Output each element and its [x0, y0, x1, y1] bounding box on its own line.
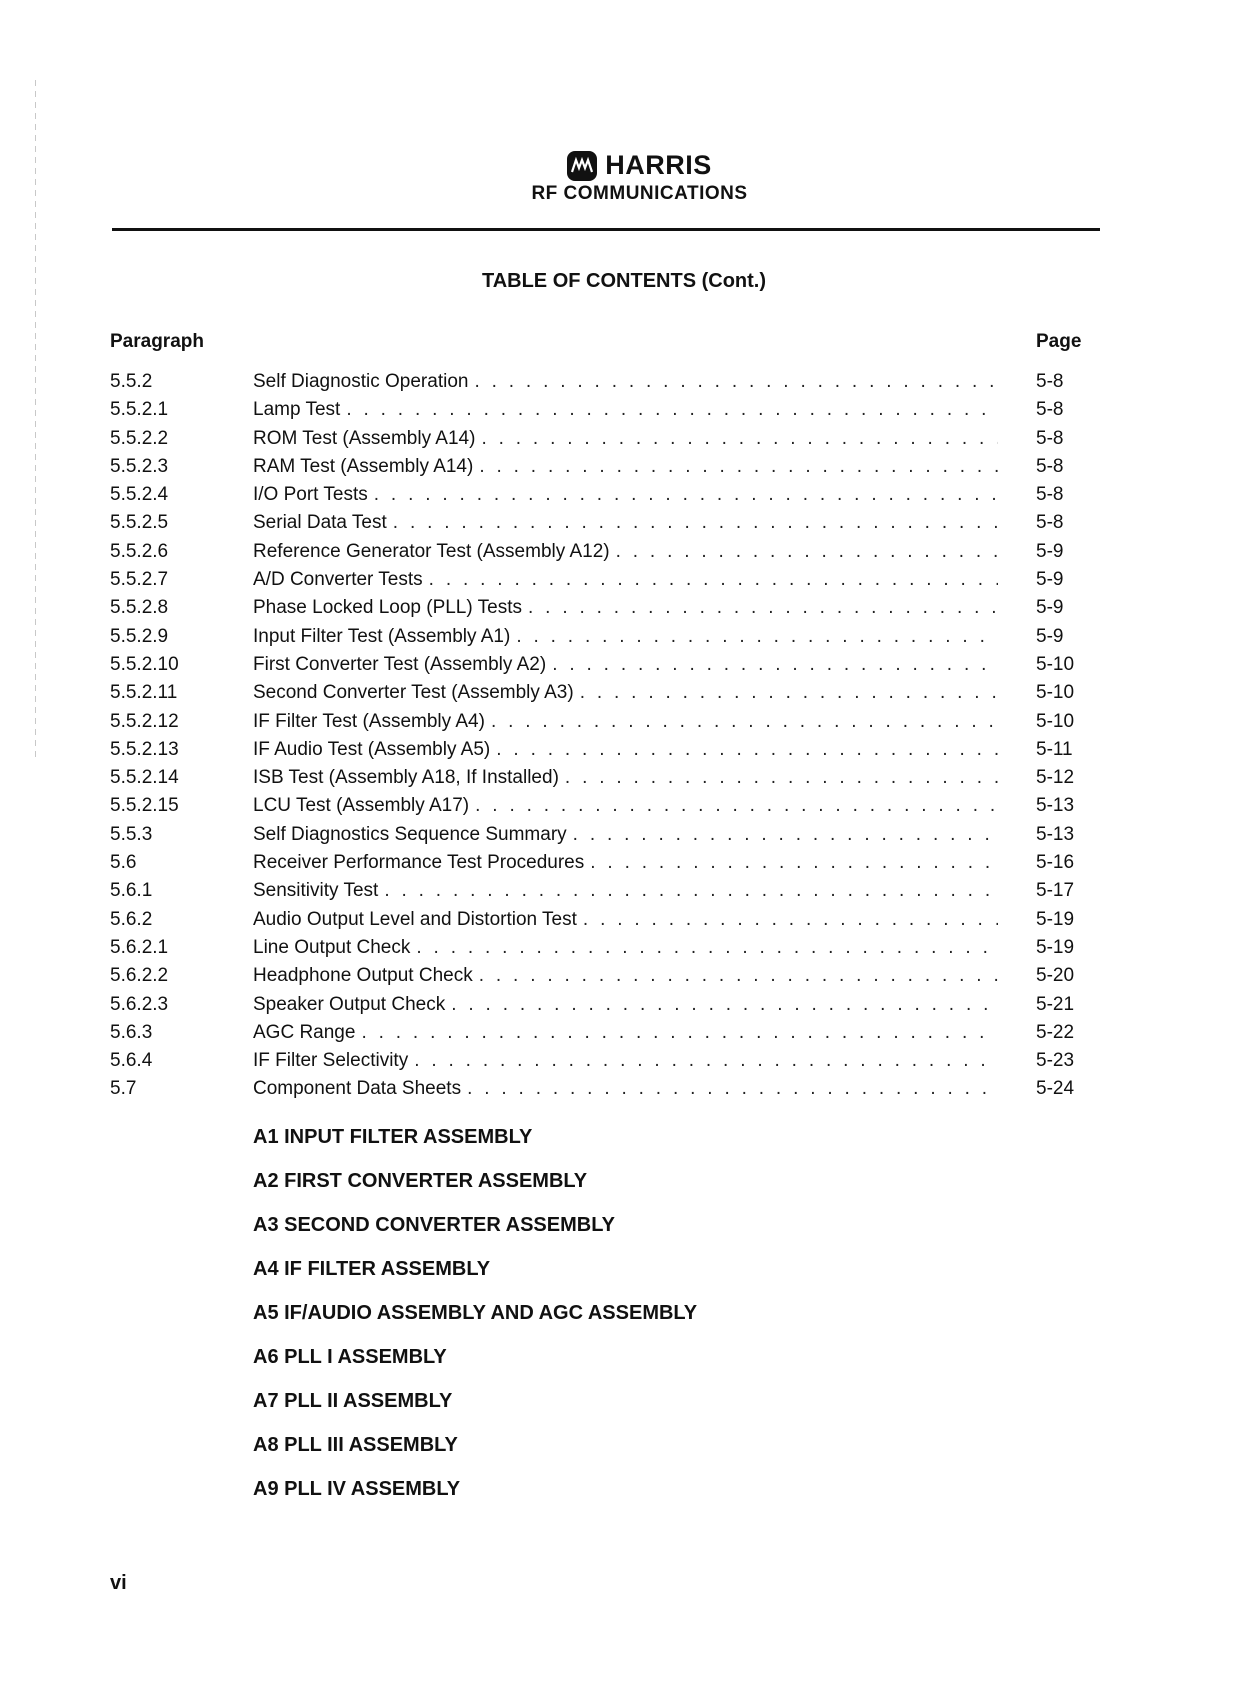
toc-page-number: 5-16	[1036, 852, 1075, 874]
toc-entry-title: ISB Test (Assembly A18, If Installed)	[253, 767, 559, 789]
toc-entry	[253, 481, 998, 509]
toc-entry	[253, 792, 998, 820]
toc-page-number: 5-23	[1036, 1050, 1075, 1072]
toc-entry	[253, 538, 998, 566]
page-title-text: TABLE OF CONTENTS (Cont.)	[481, 270, 767, 292]
toc-row	[0, 877, 1244, 905]
dot-leader	[384, 877, 998, 905]
toc-entry-title: RAM Test (Assembly A14)	[253, 455, 474, 477]
toc-paragraph-number: 5.5.2.11	[110, 682, 178, 704]
toc-row	[0, 481, 1244, 509]
toc-paragraph-number: 5.6.2	[110, 908, 153, 930]
toc-row	[0, 368, 1244, 396]
toc-paragraph-number: 5.6.2.3	[110, 993, 169, 1015]
toc-paragraph-number: 5.5.2.5	[110, 512, 169, 534]
toc-paragraph-number: 5.6.2.1	[110, 936, 169, 958]
toc-row	[0, 1047, 1244, 1075]
toc-row	[0, 425, 1244, 453]
toc-entry-title: AGC Range	[253, 1021, 356, 1043]
brand-name: HARRIS	[605, 150, 712, 180]
toc-entry	[253, 594, 998, 622]
toc-page-number: 5-8	[1036, 399, 1064, 421]
dot-leader	[416, 934, 998, 962]
toc-page-number: 5-9	[1036, 597, 1064, 619]
toc-paragraph-number: 5.6	[110, 852, 137, 874]
assembly-heading: A9 PLL IV ASSEMBLY	[253, 1478, 461, 1500]
toc-entry-title: LCU Test (Assembly A17)	[253, 795, 470, 817]
dot-leader	[414, 1047, 998, 1075]
toc-entry-title: Self Diagnostics Sequence Summary	[253, 823, 567, 845]
toc-entry-title: Component Data Sheets	[253, 1078, 462, 1100]
toc-page-number: 5-20	[1036, 965, 1075, 987]
toc-entry	[253, 736, 998, 764]
toc-row	[0, 594, 1244, 622]
toc-paragraph-number: 5.5.2	[110, 371, 153, 392]
toc-page-number: 5-10	[1036, 653, 1075, 675]
dot-leader	[552, 651, 998, 679]
harris-logo-icon	[567, 151, 597, 181]
toc-paragraph-number: 5.5.3	[110, 823, 153, 845]
toc-page-number: 5-19	[1036, 936, 1075, 958]
toc-row	[0, 679, 1244, 707]
toc-paragraph-number: 5.5.2.1	[110, 399, 169, 421]
toc-entry	[253, 509, 998, 537]
toc-entry	[253, 453, 998, 481]
dot-leader	[475, 792, 998, 820]
toc-row	[0, 792, 1244, 820]
toc-paragraph-number: 5.5.2.13	[110, 738, 179, 760]
assembly-heading: A2 FIRST CONVERTER ASSEMBLY	[253, 1170, 588, 1192]
dot-leader	[491, 708, 998, 736]
toc-entry-title: Lamp Test	[253, 399, 341, 421]
toc-page-number: 5-22	[1036, 1021, 1075, 1043]
toc-row	[0, 934, 1244, 962]
dot-leader	[429, 566, 998, 594]
dot-leader	[528, 594, 998, 622]
toc-page-number: 5-9	[1036, 625, 1064, 647]
header-divider	[112, 228, 1100, 231]
page-header	[0, 150, 1244, 205]
brand-row	[35, 150, 1244, 181]
toc-paragraph-number: 5.6.4	[110, 1050, 153, 1072]
dot-leader	[496, 736, 998, 764]
division-name: RF COMMUNICATIONS	[531, 183, 748, 204]
toc-paragraph-number: 5.5.2.2	[110, 427, 169, 449]
assembly-heading: A8 PLL III ASSEMBLY	[253, 1434, 458, 1456]
toc-entry	[253, 821, 998, 849]
toc-entry-title: Input Filter Test (Assembly A1)	[253, 625, 511, 647]
toc-paragraph-number: 5.7	[110, 1078, 137, 1100]
dot-leader	[393, 509, 998, 537]
toc-page-number: 5-11	[1036, 738, 1073, 760]
toc-entry	[253, 764, 998, 792]
toc-paragraph-number: 5.5.2.8	[110, 597, 169, 619]
toc-row	[0, 962, 1244, 990]
toc-page-number: 5-9	[1036, 569, 1064, 591]
toc-page-number: 5-8	[1036, 371, 1064, 392]
assembly-heading: A7 PLL II ASSEMBLY	[253, 1390, 453, 1412]
toc-paragraph-number: 5.5.2.12	[110, 710, 179, 732]
toc-entry-title: IF Filter Selectivity	[253, 1050, 409, 1072]
toc-row	[0, 764, 1244, 792]
toc-entry	[253, 991, 998, 1019]
toc-page-number: 5-24	[1036, 1078, 1075, 1100]
toc-entry-title: Self Diagnostic Operation	[253, 371, 469, 392]
toc-row	[0, 821, 1244, 849]
toc-entry	[253, 1019, 998, 1047]
toc-entry-title: Line Output Check	[253, 936, 411, 958]
toc-page-number: 5-13	[1036, 823, 1075, 845]
toc-entry-title: ROM Test (Assembly A14)	[253, 427, 476, 449]
toc-row	[0, 736, 1244, 764]
toc-row	[0, 849, 1244, 877]
toc-page-number: 5-19	[1036, 908, 1075, 930]
toc-row	[0, 538, 1244, 566]
toc-entry-title: Headphone Output Check	[253, 965, 473, 987]
toc-entry-title: Phase Locked Loop (PLL) Tests	[253, 597, 522, 619]
paragraph-column-header: Paragraph	[110, 331, 204, 352]
toc-page-number: 5-8	[1036, 484, 1064, 506]
toc-page-number: 5-21	[1036, 993, 1075, 1015]
dot-leader	[474, 368, 998, 396]
toc-page-number: 5-13	[1036, 795, 1075, 817]
toc-entry	[253, 962, 998, 990]
toc-entry	[253, 566, 998, 594]
toc-page-number: 5-10	[1036, 710, 1075, 732]
dot-leader	[451, 991, 998, 1019]
dot-leader	[479, 453, 998, 481]
toc-row	[0, 1075, 1244, 1103]
toc-page-number: 5-8	[1036, 427, 1064, 449]
dot-leader	[481, 425, 998, 453]
toc-entry-title: Reference Generator Test (Assembly A12)	[253, 540, 610, 562]
assembly-heading: A4 IF FILTER ASSEMBLY	[253, 1258, 491, 1280]
toc-page-number: 5-8	[1036, 512, 1064, 534]
toc-row	[0, 509, 1244, 537]
toc-row	[0, 906, 1244, 934]
page-number: vi	[110, 1572, 127, 1594]
assembly-heading: A5 IF/AUDIO ASSEMBLY AND AGC ASSEMBLY	[253, 1302, 698, 1324]
toc-page-number: 5-10	[1036, 682, 1075, 704]
assembly-heading: A3 SECOND CONVERTER ASSEMBLY	[253, 1214, 615, 1236]
assembly-heading: A1 INPUT FILTER ASSEMBLY	[253, 1126, 533, 1148]
toc-page-number: 5-8	[1036, 455, 1064, 477]
toc-entry-title: IF Filter Test (Assembly A4)	[253, 710, 485, 732]
toc-paragraph-number: 5.6.3	[110, 1021, 153, 1043]
dot-leader	[573, 821, 998, 849]
toc-entry	[253, 934, 998, 962]
toc-paragraph-number: 5.5.2.9	[110, 625, 169, 647]
toc-page-number: 5-12	[1036, 767, 1075, 789]
dot-leader	[583, 906, 998, 934]
toc-row	[0, 623, 1244, 651]
dot-leader	[479, 962, 998, 990]
dot-leader	[580, 679, 998, 707]
dot-leader	[590, 849, 998, 877]
toc-entry-title: First Converter Test (Assembly A2)	[253, 653, 547, 675]
toc-paragraph-number: 5.5.2.4	[110, 484, 169, 506]
toc-paragraph-number: 5.5.2.10	[110, 653, 179, 675]
toc-entry	[253, 708, 998, 736]
toc-row	[0, 396, 1244, 424]
toc-list	[0, 368, 1244, 1104]
toc-entry	[253, 679, 998, 707]
toc-entry-title: A/D Converter Tests	[253, 569, 423, 591]
toc-entry-title: Speaker Output Check	[253, 993, 446, 1015]
toc-entry	[253, 396, 998, 424]
toc-entry-title: I/O Port Tests	[253, 484, 368, 506]
toc-entry	[253, 877, 998, 905]
dot-leader	[616, 538, 998, 566]
toc-entry-title: Sensitivity Test	[253, 880, 379, 902]
toc-paragraph-number: 5.6.1	[110, 880, 153, 902]
toc-entry-title: Audio Output Level and Distortion Test	[253, 908, 577, 930]
toc-entry-title: IF Audio Test (Assembly A5)	[253, 738, 491, 760]
toc-page-number: 5-9	[1036, 540, 1064, 562]
toc-row	[0, 1019, 1244, 1047]
toc-paragraph-number: 5.5.2.6	[110, 540, 169, 562]
page-title	[0, 270, 1244, 293]
toc-paragraph-number: 5.5.2.14	[110, 767, 179, 789]
dot-leader	[346, 396, 998, 424]
toc-entry-title: Serial Data Test	[253, 512, 387, 534]
toc-row	[0, 566, 1244, 594]
dot-leader	[361, 1019, 998, 1047]
toc-entry	[253, 425, 998, 453]
toc-paragraph-number: 5.5.2.7	[110, 569, 169, 591]
toc-entry-title: Receiver Performance Test Procedures	[253, 852, 585, 874]
page-column-header: Page	[1036, 331, 1082, 352]
dot-leader	[467, 1075, 998, 1103]
assembly-list	[253, 1115, 697, 1511]
dot-leader	[516, 623, 998, 651]
toc-entry	[253, 368, 998, 396]
toc-paragraph-number: 5.5.2.15	[110, 795, 179, 817]
dot-leader	[565, 764, 998, 792]
toc-row	[0, 708, 1244, 736]
toc-paragraph-number: 5.6.2.2	[110, 965, 169, 987]
toc-entry-title: Second Converter Test (Assembly A3)	[253, 682, 574, 704]
toc-row	[0, 991, 1244, 1019]
toc-entry	[253, 906, 998, 934]
toc-page-number: 5-17	[1036, 880, 1075, 902]
toc-entry	[253, 651, 998, 679]
dot-leader	[374, 481, 998, 509]
toc-row	[0, 651, 1244, 679]
toc-paragraph-number: 5.5.2.3	[110, 455, 169, 477]
toc-entry	[253, 1075, 998, 1103]
toc-entry	[253, 623, 998, 651]
toc-entry	[253, 1047, 998, 1075]
assembly-heading: A6 PLL I ASSEMBLY	[253, 1346, 447, 1368]
toc-row	[0, 453, 1244, 481]
toc-entry	[253, 849, 998, 877]
